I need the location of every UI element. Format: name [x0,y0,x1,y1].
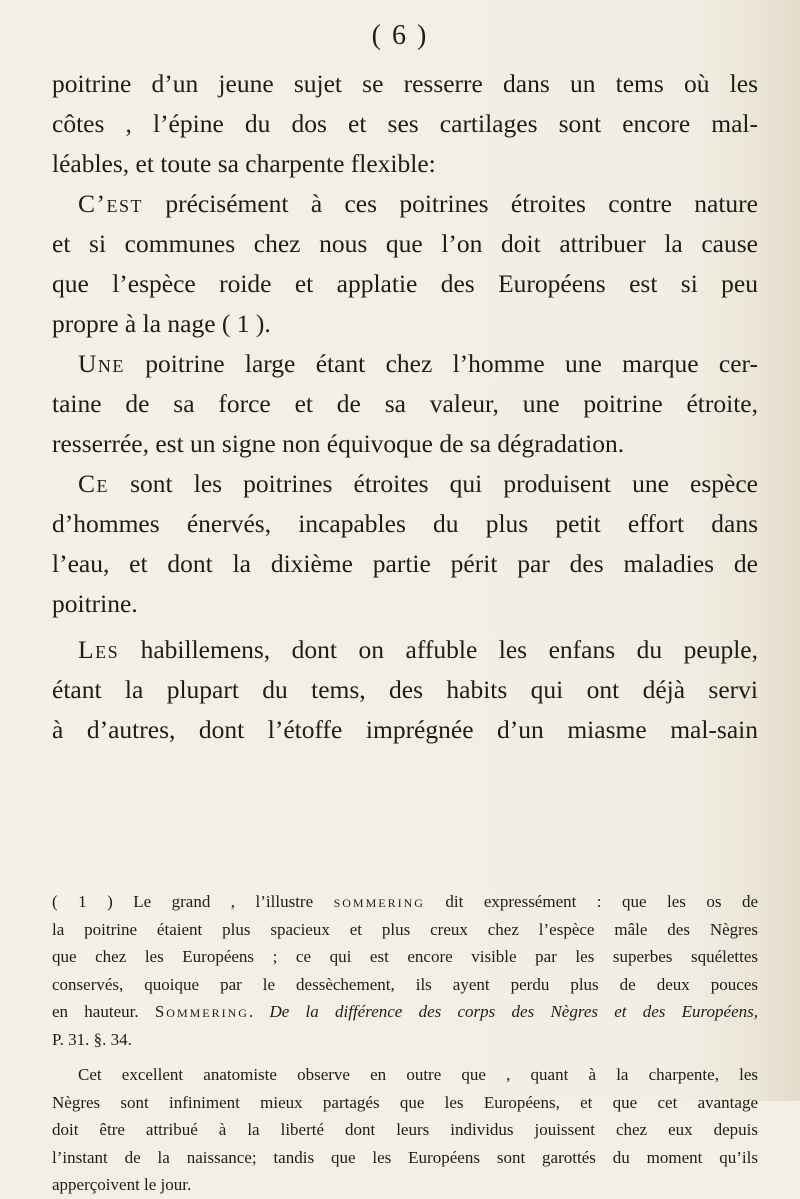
main-text [52,64,758,750]
author-name: Sommering [154,1002,249,1021]
text-line: resserrée, est un signe non équivoque de sa dégradation. [52,429,625,458]
paragraph-first-line: C’est précisément à ces poitrines étroites contre nature [78,189,758,218]
footnote-line: conservés, quoique par le dessèchement, ils ayent perdu plus de deux pouces [52,974,758,994]
author-name: sommering [333,892,425,911]
text-line: que l’espèce roide et applatie des Européens est si peu [52,269,758,298]
paragraph-lead-word: Les [78,635,120,664]
work-title: De la différence des corps des Nègres et des Européens, [269,1002,758,1021]
footnote-line: doit être attribué à la liberté dont leurs individus jouissent chez eux depuis [52,1120,758,1139]
footnote-line: Cet excellent anatomiste observe en outre que , quant à la charpente, les [78,1065,758,1084]
paragraph-lead-word: Ce [78,469,110,498]
text-line: propre à la nage ( 1 ). [52,309,271,338]
text-line: d’hommes énervés, incapables du plus petit effort dans [52,509,758,538]
text-line: étant la plupart du tems, des habits qui ont déjà servi [52,675,758,704]
footnote-line: ( 1 ) Le grand , l’illustre sommering dit expressément : que les os de [52,892,758,911]
text-line: léables, et toute sa charpente flexible: [52,149,436,178]
footnote-gap [52,1053,758,1061]
paragraph-first-line: Les habillemens, dont on affuble les enfans du peuple, [78,635,758,664]
text-line: poitrine d’un jeune sujet se resserre dans un tems où les [52,69,758,98]
footnote-line: que chez les Européens ; ce qui est encore visible par les superbes squélettes [52,947,758,966]
footnotes [52,888,758,1199]
text-line: taine de sa force et de sa valeur, une poitrine étroite, [52,389,758,418]
footnote-line: apperçoivent le jour. [52,1175,192,1194]
text-line: et si communes chez nous que l’on doit attribuer la cause [52,229,758,258]
paragraph-lead-word: C’est [78,189,144,218]
paragraph-first-line: Ce sont les poitrines étroites qui produisent une espèce [78,469,758,498]
text-line: poitrine. [52,589,138,618]
paragraph-lead-word: Une [78,349,125,378]
footnote-line: P. 31. §. 34. [52,1029,132,1049]
text-line: côtes , l’épine du dos et ses cartilages sont encore mal- [52,109,758,138]
footnote-line: Nègres sont infiniment mieux partagés que les Européens, et que cet avantage [52,1092,758,1112]
text-line: l’eau, et dont la dixième partie périt par des maladies de [52,549,758,578]
footnote-line: en hauteur. Sommering. De la différence des corps des Nègres et des Européens, [52,1002,758,1021]
footnote-line: la poitrine étaient plus spacieux et plus creux chez l’espèce mâle des Nègres [52,919,758,939]
footnote-line: l’instant de la naissance; tandis que les Européens sont garottés du moment qu’ils [52,1147,758,1167]
paragraph-first-line: Une poitrine large étant chez l’homme une marque cer- [78,349,758,378]
page-number: ( 6 ) [371,20,429,51]
text-line: à d’autres, dont l’étoffe imprégnée d’un miasme mal-sain [52,715,758,744]
